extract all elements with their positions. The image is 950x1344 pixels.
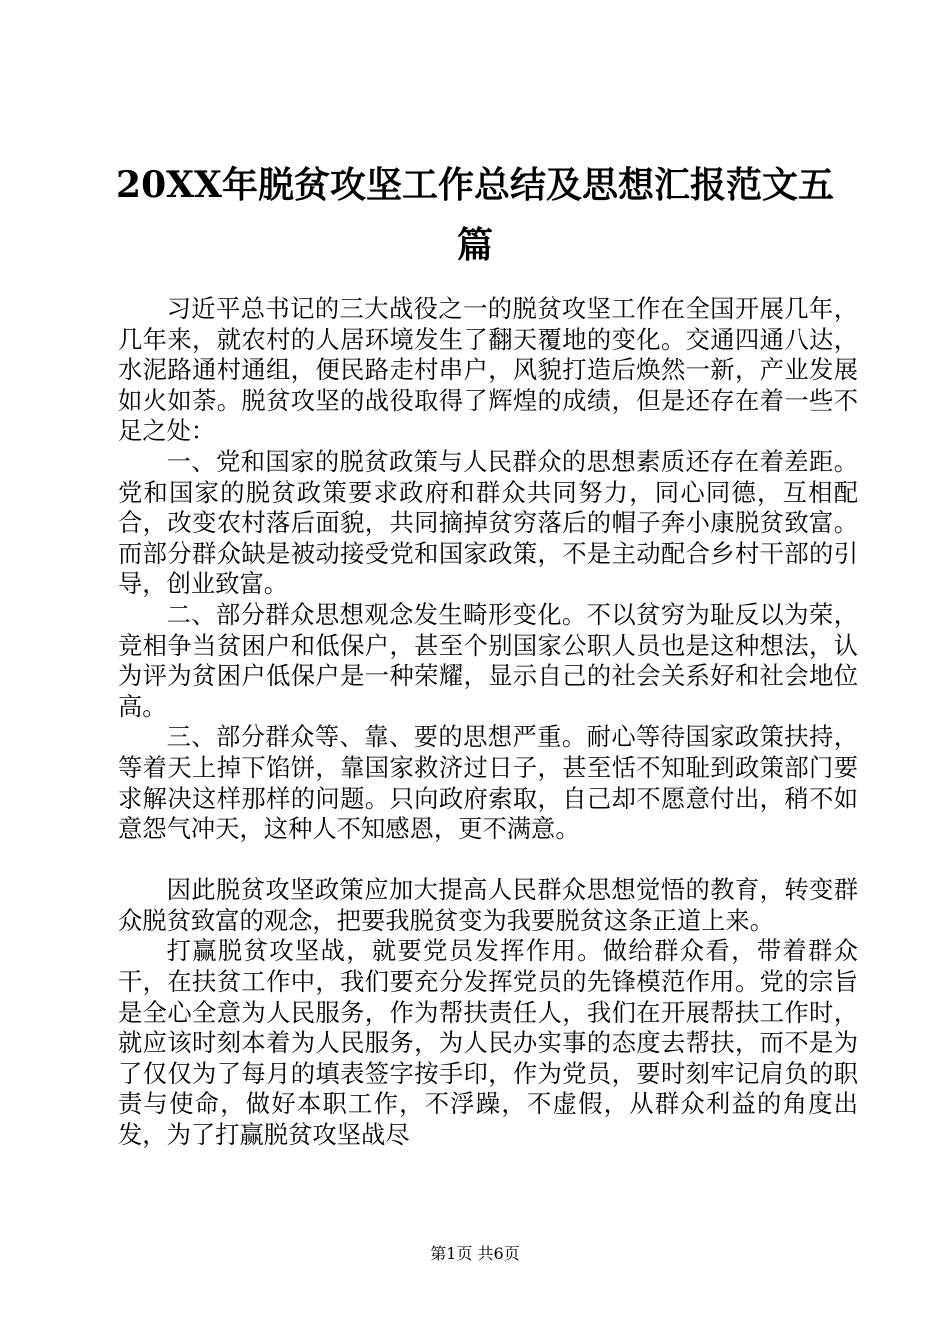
paragraph-point-two: 二、部分群众思想观念发生畸形变化。不以贫穷为耻反以为荣，竞相争当贫困户和低保户，甚至个别国家公职人员也是这种想法，认为评为贫困户低保户是一种荣耀，显示自己的社会关系好和社会地位高。 <box>118 599 858 721</box>
paragraph-party-role: 打赢脱贫攻坚战，就要党员发挥作用。做给群众看，带着群众干，在扶贫工作中，我们要充分发挥党员的先锋模范作用。党的宗旨是全心全意为人民服务，作为帮扶责任人，我们在开展帮扶工作时，就应该时刻本着为人民服务，为人民办实事的态度去帮扶，而不是为了仅仅为了每月的填表签字按手印，作为党员，要时刻牢记肩负的职责与使命，做好本职工作，不浮躁，不虚假，从群众利益的角度出发，为了打赢脱贫攻坚战尽 <box>118 936 858 1150</box>
document-title: 20XX年脱贫攻坚工作总结及思想汇报范文五篇 <box>116 164 834 266</box>
paragraph-conclusion: 因此脱贫攻坚政策应加大提高人民群众思想觉悟的教育，转变群众脱贫致富的观念，把要我脱贫变为我要脱贫这条正道上来。 <box>118 875 858 935</box>
paragraph-point-one: 一、党和国家的脱贫政策与人民群众的思想素质还存在着差距。党和国家的脱贫政策要求政府和群众共同努力，同心同德，互相配合，改变农村落后面貌，共同摘掉贫穷落后的帽子奔小康脱贫致富。而部分群众缺是被动接受党和国家政策，不是主动配合乡村干部的引导，创业致富。 <box>118 446 858 599</box>
paragraph-point-three: 三、部分群众等、靠、要的思想严重。耐心等待国家政策扶持，等着天上掉下馅饼，靠国家救济过日子，甚至恬不知耻到政策部门要求解决这样那样的问题。只向政府索取，自己却不愿意付出，稍不如意怨气冲天，这种人不知感恩，更不满意。 <box>118 722 858 844</box>
page-number-footer: 第1页 共6页 <box>430 1244 520 1263</box>
paragraph-spacer <box>118 845 858 876</box>
document-body <box>118 294 858 1151</box>
paragraph-intro: 习近平总书记的三大战役之一的脱贫攻坚工作在全国开展几年，几年来，就农村的人居环境发生了翻天覆地的变化。交通四通八达，水泥路通村通组，便民路走村串户，风貌打造后焕然一新，产业发展如火如荼。脱贫攻坚的战役取得了辉煌的成绩，但是还存在着一些不足之处： <box>118 294 858 446</box>
